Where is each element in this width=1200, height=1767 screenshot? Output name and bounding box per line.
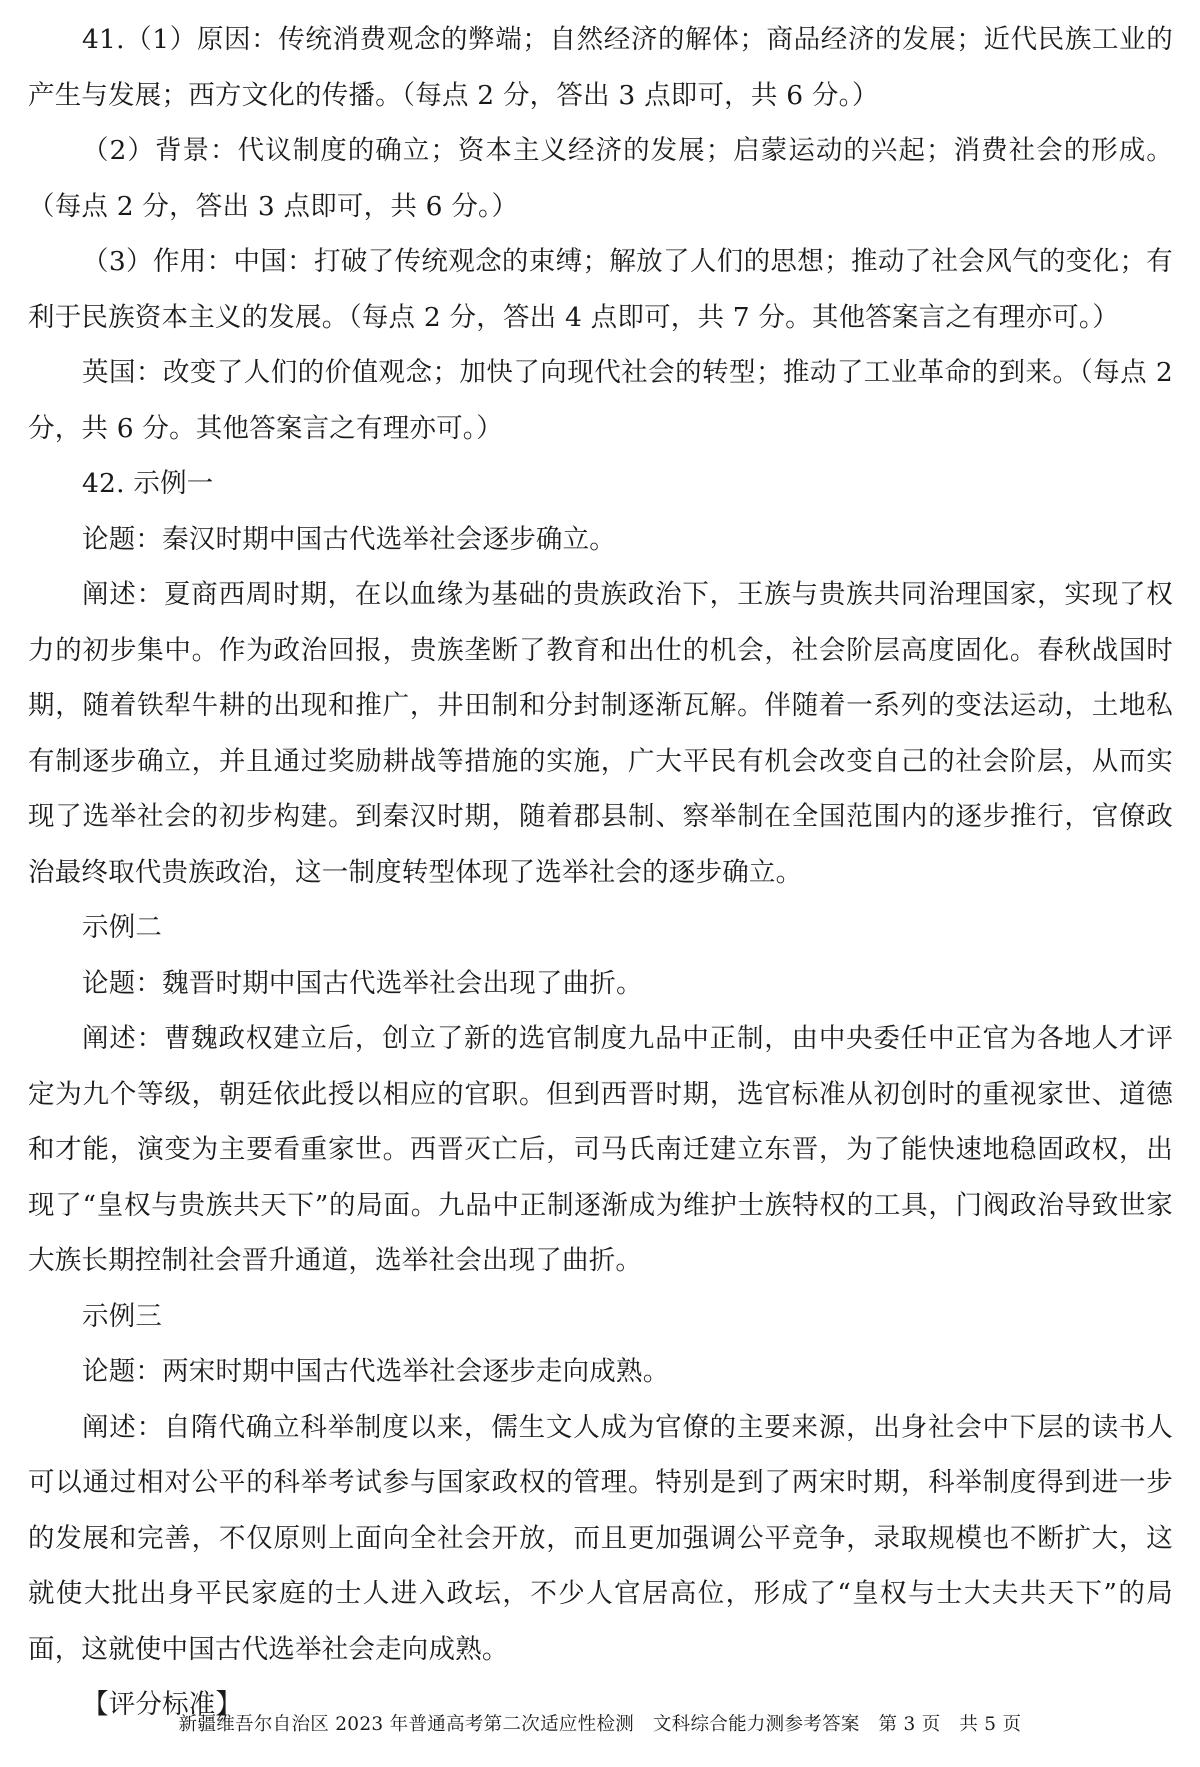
page-footer: 新疆维吾尔自治区 2023 年普通高考第二次适应性检测 文科综合能力测参考答案 第 3 页 共 5 页 [178,1714,1022,1735]
q41-part2-answer: （2）背景：代议制度的确立；资本主义经济的发展；启蒙运动的兴起；消费社会的形成。（每点 2 分，答出 3 点即可，共 6 分。） [28,135,1173,222]
example2-body: 阐述：曹魏政权建立后，创立了新的选官制度九品中正制，由中央委任中正官为各地人才评定为九个等级，朝廷依此授以相应的官职。但到西晋时期，选官标准从初创时的重视家世、道德和才能，演变为主要看重家世。西晋灭亡后，司马氏南迁建立东晋，为了能快速地稳固政权，出现了“皇权与贵族共天下”的局面。九品中正制逐渐成为维护士族特权的工具，门阀政治导致世家大族长期控制社会晋升通道，选举社会出现了曲折。 [28,1023,1173,1276]
q41-part3-china-answer: （3）作用：中国：打破了传统观念的束缚；解放了人们的思想；推动了社会风气的变化；有利于民族资本主义的发展。（每点 2 分，答出 4 点即可，共 7 分。其他答案言之有理亦可。） [28,246,1173,333]
example3-body: 阐述：自隋代确立科举制度以来，儒生文人成为官僚的主要来源，出身社会中下层的读书人可以通过相对公平的科举考试参与国家政权的管理。特别是到了两宋时期，科举制度得到进一步的发展和完善，不仅原则上面向全社会开放，而且更加强调公平竞争，录取规模也不断扩大，这就使大批出身平民家庭的士人进入政坛，不少人官居高位，形成了“皇权与士大夫共天下”的局面，这就使中国古代选举社会走向成熟。 [28,1411,1173,1665]
q42-example1-heading: 42. 示例一 [82,468,214,499]
scoring-standard-heading: 【评分标准】 [82,1689,243,1720]
q41-part3-uk-answer: 英国：改变了人们的价值观念；加快了向现代社会的转型；推动了工业革命的到来。（每点 2 分，共 6 分。其他答案言之有理亦可。） [28,357,1173,444]
example3-heading: 示例三 [82,1300,163,1332]
q41-part1-answer: 41.（1）原因：传统消费观念的弊端；自然经济的解体；商品经济的发展；近代民族工业的产生与发展；西方文化的传播。（每点 2 分，答出 3 点即可，共 6 分。） [28,24,1173,111]
example2-heading: 示例二 [82,912,163,943]
example1-topic: 论题：秦汉时期中国古代选举社会逐步确立。 [82,523,616,555]
answer-page [28,12,1173,1733]
example3-topic: 论题：两宋时期中国古代选举社会逐步走向成熟。 [82,1356,670,1387]
example1-body: 阐述：夏商西周时期，在以血缘为基础的贵族政治下，王族与贵族共同治理国家，实现了权力的初步集中。作为政治回报，贵族垄断了教育和出仕的机会，社会阶层高度固化。春秋战国时期，随着铁犁牛耕的出现和推广，井田制和分封制逐渐瓦解。伴随着一系列的变法运动，土地私有制逐步确立，并且通过奖励耕战等措施的实施，广大平民有机会改变自己的社会阶层，从而实现了选举社会的初步构建。到秦汉时期，随着郡县制、察举制在全国范围内的逐步推行，官僚政治最终取代贵族政治，这一制度转型体现了选举社会的逐步确立。 [28,579,1173,888]
example2-topic: 论题：魏晋时期中国古代选举社会出现了曲折。 [82,967,643,999]
